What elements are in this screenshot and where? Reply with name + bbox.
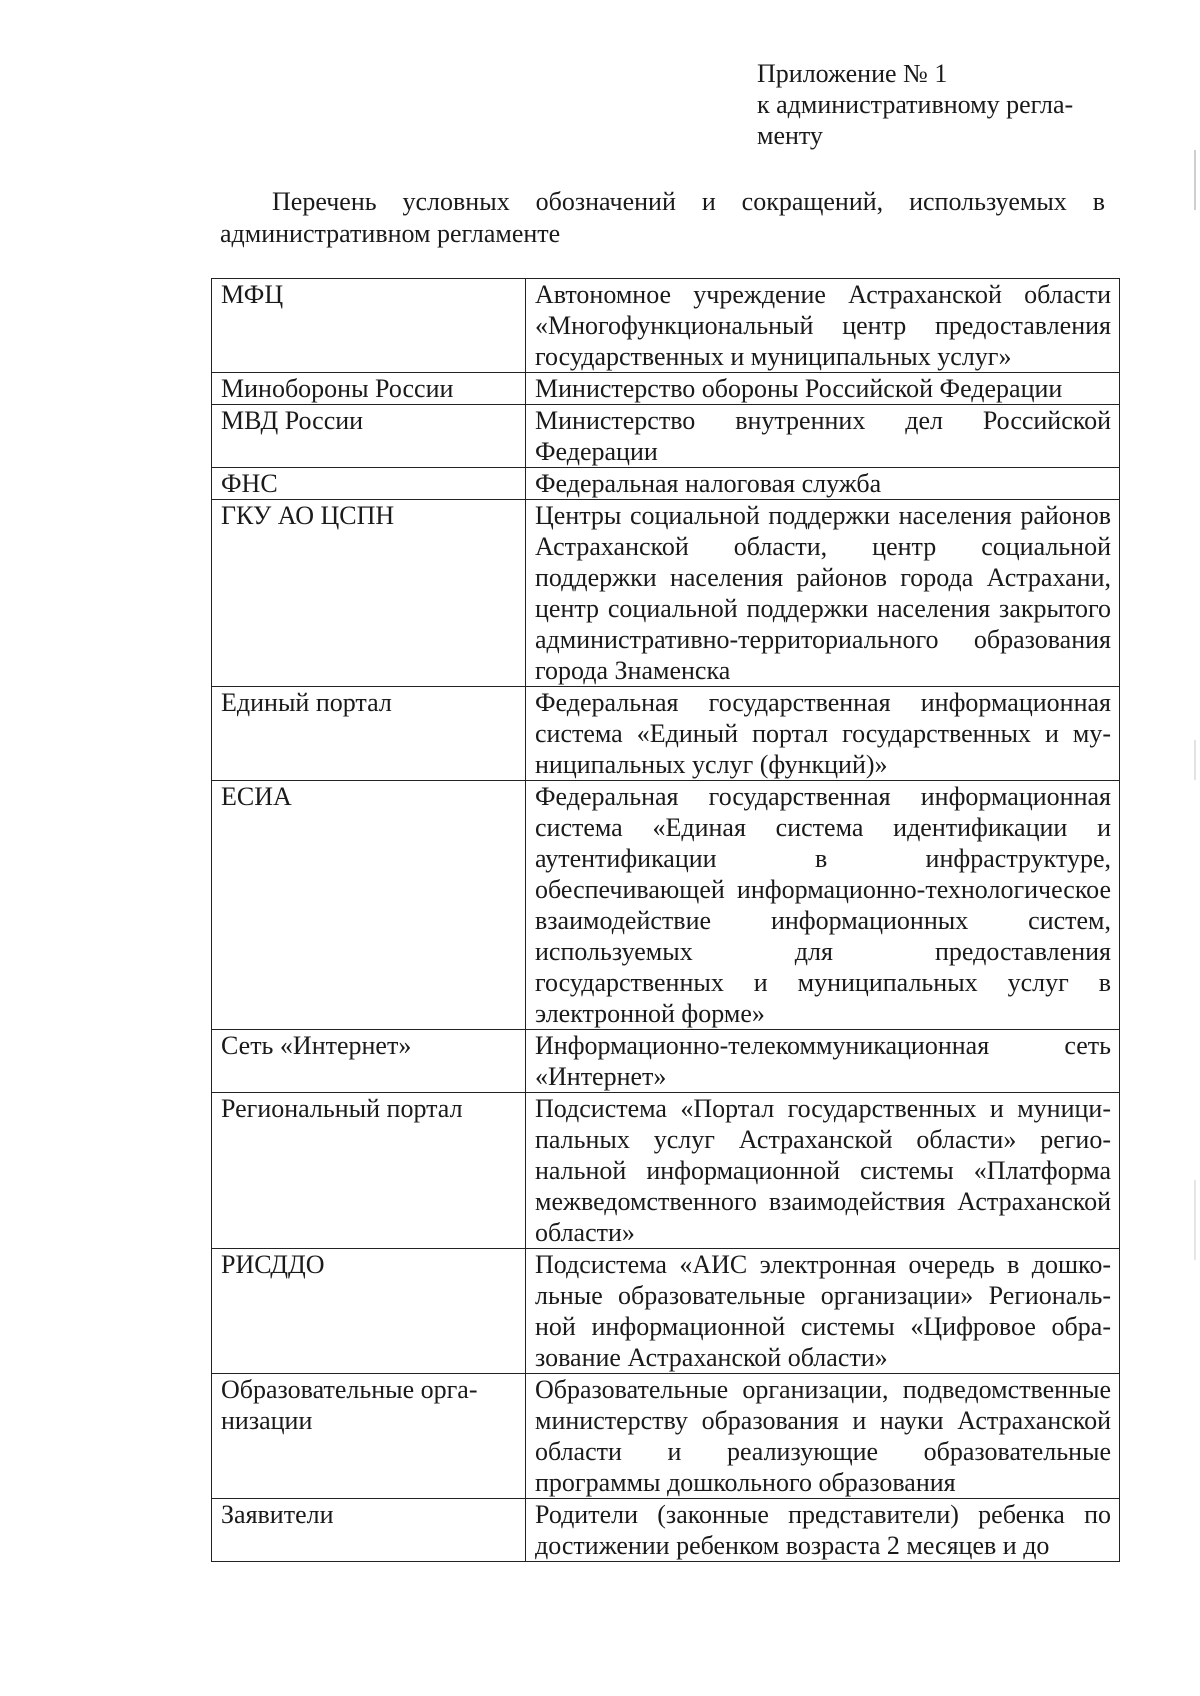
scan-edge-mark (1194, 1180, 1196, 1260)
appendix-line-1: Приложение № 1 (757, 59, 948, 88)
table-row (212, 687, 1120, 781)
term-cell: МВД России (212, 405, 526, 468)
definition-cell: Образовательные организации, подведомственные министерству образования и науки Астраханской области и реализующие образовательные программы дошкольного образования (526, 1374, 1120, 1499)
table-row (212, 1030, 1120, 1093)
term-cell: Единый портал (212, 687, 526, 781)
definition-cell: Министерство внутренних дел Российской Федерации (526, 405, 1120, 468)
definition-cell: Федеральная государственная информационная система «Единый портал государственных и муниципальных услуг (функций)» (526, 687, 1120, 781)
definition-cell: Родители (законные представители) ребенка по достижении ребенком возраста 2 месяцев и до (526, 1499, 1120, 1562)
appendix-line-3: менту (757, 121, 823, 150)
table-row (212, 1499, 1120, 1562)
term-cell: Минобороны России (212, 373, 526, 405)
term-cell: ЕСИА (212, 781, 526, 1030)
definition-cell: Подсистема «АИС электронная очередь в дошкольные образовательные организации» Региональной информационной системы «Цифровое образование Астраханской области» (526, 1249, 1120, 1374)
table-row (212, 468, 1120, 500)
page-heading: Перечень условных обозначений и сокращений, используемых в административном регламенте (220, 187, 1105, 248)
table-row (212, 1249, 1120, 1374)
appendix-note (757, 58, 1117, 151)
term-cell: Образовательные организации (212, 1374, 526, 1499)
definition-cell: Центры социальной поддержки населения районов Астраханской области, центр социальной поддержки населения районов города Астрахани, центр социальной поддержки населения закрытого административно-территориального образования города Знаменска (526, 500, 1120, 687)
table-row (212, 500, 1120, 687)
definition-cell: Автономное учреждение Астраханской области «Многофункциональный центр предоставления государственных и муниципальных услуг» (526, 279, 1120, 373)
term-cell: МФЦ (212, 279, 526, 373)
scan-edge-mark (1194, 740, 1196, 780)
appendix-line-2: к административному регла- (757, 90, 1074, 119)
table-row (212, 1093, 1120, 1249)
term-cell: Заявители (212, 1499, 526, 1562)
table-row (212, 279, 1120, 373)
term-cell: ГКУ АО ЦСПН (212, 500, 526, 687)
abbreviations-table (211, 278, 1120, 1562)
table-row (212, 373, 1120, 405)
term-cell: Региональный портал (212, 1093, 526, 1249)
definition-cell: Федеральная налоговая служба (526, 468, 1120, 500)
table-row (212, 405, 1120, 468)
term-cell: ФНС (212, 468, 526, 500)
table-row (212, 781, 1120, 1030)
term-cell: РИСДДО (212, 1249, 526, 1374)
scan-edge-mark (1194, 150, 1196, 210)
definition-cell: Министерство обороны Российской Федерации (526, 373, 1120, 405)
definition-cell: Информационно-телекоммуникационная сеть «Интернет» (526, 1030, 1120, 1093)
definition-cell: Федеральная государственная информационная система «Единая система идентификации и аутентификации в инфраструктуре, обеспечивающей информационно-технологическое взаимодействие информационных систем, используемых для предоставления государственных и муниципальных услуг в электронной форме» (526, 781, 1120, 1030)
definition-cell: Подсистема «Портал государственных и муниципальных услуг Астраханской области» региональной информационной системы «Платформа межведомственного взаимодействия Астраханской области» (526, 1093, 1120, 1249)
term-cell: Сеть «Интернет» (212, 1030, 526, 1093)
table-row (212, 1374, 1120, 1499)
